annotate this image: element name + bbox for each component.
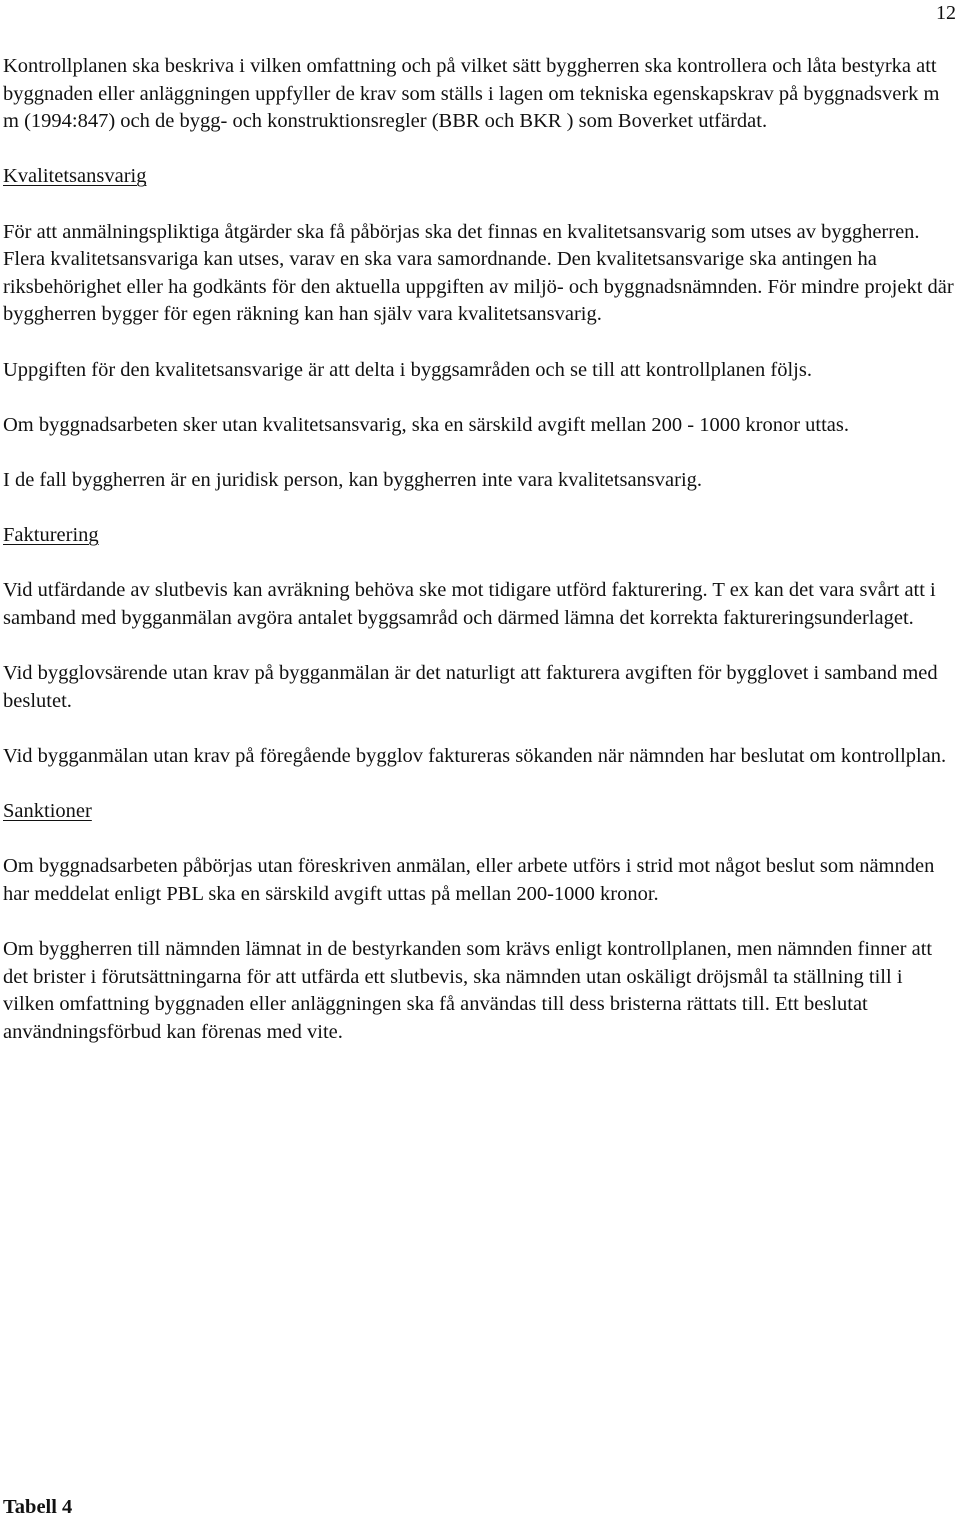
heading-sanktioner: Sanktioner: [3, 800, 92, 823]
fakturering-paragraph-1: Vid utfärdande av slutbevis kan avräkning behöva ske mot tidigare utförd fakturering. T ex kan det vara svårt att i samband med bygganmälan avgöra antalet byggsamråd och därmed lämna det korrekta faktureringsunderlaget.: [3, 579, 936, 629]
heading-fakturering: Fakturering: [3, 524, 99, 547]
sanktioner-paragraph-1: Om byggnadsarbeten påbörjas utan föreskriven anmälan, eller arbete utförs i strid mot något beslut som nämnden har meddelat enligt PBL ska en särskild avgift uttas på mellan 200-1000 kronor.: [3, 855, 935, 905]
kvalitetsansvarig-paragraph-1: För att anmälningspliktiga åtgärder ska få påbörjas ska det finnas en kvalitetsansvarig som utses av byggherren. Flera kvalitetsansvariga kan utses, varav en ska vara samordnande. Den kvalitetsansvarige ska antingen ha riksbehörighet eller ha godkänts för den aktuella uppgiften av miljö- och byggnadsnämnden. För mindre projekt där byggherren bygger för egen räkning kan han själv vara kvalitetsansvarig.: [3, 220, 954, 326]
table-caption-label: Tabell 4: [3, 1496, 73, 1518]
fakturering-paragraph-2: Vid bygglovsärende utan krav på bygganmälan är det naturligt att fakturera avgiften för bygglovet i samband med beslutet.: [3, 662, 938, 712]
kvalitetsansvarig-paragraph-4: I de fall byggherren är en juridisk person, kan byggherren inte vara kvalitetsansvarig.: [3, 468, 703, 491]
intro-paragraph: Kontrollplanen ska beskriva i vilken omfattning och på vilket sätt byggherren ska kontrollera och låta bestyrka att byggnaden eller anläggningen uppfyller de krav som ställs i lagen om tekniska egenskapskrav på byggnadsverk m m (1994:847) och de bygg- och konstruktionsregler (BBR och BKR ) som Boverket utfärdat.: [3, 55, 940, 133]
kvalitetsansvarig-paragraph-3: Om byggnadsarbeten sker utan kvalitetsansvarig, ska en särskild avgift mellan 200 - 1000 kronor uttas.: [3, 413, 849, 436]
kvalitetsansvarig-paragraph-2: Uppgiften för den kvalitetsansvarige är att delta i byggsamråden och se till att kontrollplanen följs.: [3, 358, 812, 381]
sanktioner-paragraph-2: Om byggherren till nämnden lämnat in de bestyrkanden som krävs enligt kontrollplanen, men nämnden finner att det brister i förutsättningarna för att utfärda ett slutbevis, ska nämnden utan oskäligt dröjsmål ta ställning till i vilken omfattning byggnaden eller anläggningen ska få användas till dess bristerna rättats till. Ett beslutat användningsförbud kan förenas med vite.: [3, 938, 933, 1043]
page-number: 12: [936, 2, 956, 24]
document-body: [3, 53, 958, 1074]
heading-kvalitetsansvarig: Kvalitetsansvarig: [3, 165, 147, 188]
fakturering-paragraph-3: Vid bygganmälan utan krav på föregående bygglov faktureras sökanden när nämnden har beslutat om kontrollplan.: [3, 744, 947, 767]
